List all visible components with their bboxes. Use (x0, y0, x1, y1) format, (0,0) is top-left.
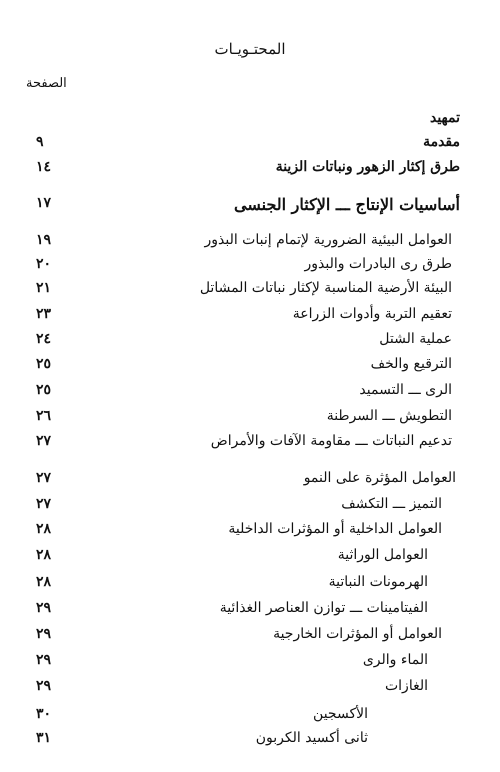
toc-entry-title: التطويش ـــ السرطنة (326, 408, 452, 424)
toc-entry-title: تدعيم النباتات ـــ مقاومة الآفات والأمراض (210, 433, 452, 449)
toc-entry-page: ٢٥ (36, 356, 52, 372)
toc-entry (0, 408, 500, 430)
toc-entry-page: ٢٤ (36, 331, 52, 347)
toc-entry-title: العوامل الداخلية أو المؤثرات الداخلية (228, 521, 442, 537)
toc-entry-title: طرق رى البادرات والبذور (304, 256, 452, 272)
toc-entry-page: ٢٧ (36, 433, 52, 449)
toc-entry (0, 574, 500, 596)
toc-entry (0, 433, 500, 455)
toc-entry-title: البيئة الأرضية المناسبة لإكثار نباتات المشاتل (199, 280, 452, 296)
toc-entry-title: طرق إكثار الزهور ونباتات الزينة (275, 159, 460, 175)
toc-entry-title: التميز ـــ التكشف (341, 496, 442, 512)
page-title: المحتـويـات (214, 40, 286, 58)
toc-entry (0, 280, 500, 302)
toc-entry-title: الأكسجين (313, 706, 368, 722)
toc-entry-page: ٢٦ (36, 408, 52, 424)
toc-entry-page: ٢٩ (36, 600, 52, 616)
toc-entry-page: ٢٠ (36, 256, 52, 272)
toc-entry-title: الغازات (384, 678, 428, 694)
toc-entry-page: ٢٥ (36, 382, 52, 398)
toc-entry-page: ٢٣ (36, 306, 52, 322)
toc-entry-page: ٢٩ (36, 626, 52, 642)
toc-entry (0, 730, 500, 752)
toc-entry-title: العوامل أو المؤثرات الخارجية (273, 626, 442, 642)
toc-entry-title: تمهيد (429, 110, 460, 126)
toc-entry-page: ٢٩ (36, 678, 52, 694)
toc-entry (0, 382, 500, 404)
toc-entry-title: الترقيع والخف (370, 356, 452, 372)
toc-entry-page: ٢٧ (36, 470, 52, 486)
toc-entry-page: ٢٨ (36, 547, 52, 563)
toc-entry-page: ١٤ (36, 159, 52, 175)
toc-entry-page: ٣١ (36, 730, 52, 746)
toc-entry-title: عملية الشتل (379, 331, 452, 347)
toc-entry-title: مقدمة (423, 134, 460, 150)
toc-entry (0, 652, 500, 674)
toc-entry-title: تعقيم التربة وأدوات الزراعة (292, 306, 452, 322)
toc-entry-page: ٣٠ (36, 706, 52, 722)
toc-entry-title: العوامل المؤثرة على النمو (303, 470, 456, 486)
toc-entry (0, 256, 500, 278)
toc-entry (0, 134, 500, 156)
toc-entry-title: الرى ـــ التسميد (359, 382, 452, 398)
toc-entry (0, 521, 500, 543)
toc-entry-page: ٢٨ (36, 574, 52, 590)
toc-entry (0, 470, 500, 492)
toc-entry (0, 232, 500, 254)
toc-entry (0, 110, 500, 132)
toc-entry (0, 626, 500, 648)
toc-entry-page: ٩ (36, 134, 44, 150)
toc-entry-title: ثانى أكسيد الكربون (255, 730, 368, 746)
toc-entry-page: ٢١ (36, 280, 52, 296)
toc-entry-title: الفيتامينات ـــ توازن العناصر الغذائية (219, 600, 428, 616)
toc-entry-page: ١٩ (36, 232, 52, 248)
toc-entry-page: ٢٩ (36, 652, 52, 668)
toc-entry-title: العوامل الوراثية (337, 547, 428, 563)
toc-entry (0, 496, 500, 518)
toc-entry (0, 306, 500, 328)
toc-entry (0, 331, 500, 353)
toc-entry (0, 356, 500, 378)
toc-entry-title: الماء والرى (362, 652, 428, 668)
toc-entry-page: ٢٨ (36, 521, 52, 537)
toc-entry (0, 678, 500, 700)
toc-entry (0, 600, 500, 622)
toc-entry-page: ٢٧ (36, 496, 52, 512)
toc-entry (0, 159, 500, 181)
toc-entry (0, 706, 500, 728)
toc-entry-title: أساسيات الإنتاج ـــ الإكثار الجنسى (234, 195, 460, 214)
toc-entry-title: العوامل البيئية الضرورية لإتمام إنبات البذور (204, 232, 452, 248)
toc-entry-title: الهرمونات النباتية (328, 574, 428, 590)
toc-entry (0, 547, 500, 569)
toc-entry (0, 195, 500, 217)
page-column-label: الصفحة (26, 76, 67, 91)
toc-entry-page: ١٧ (36, 195, 52, 211)
